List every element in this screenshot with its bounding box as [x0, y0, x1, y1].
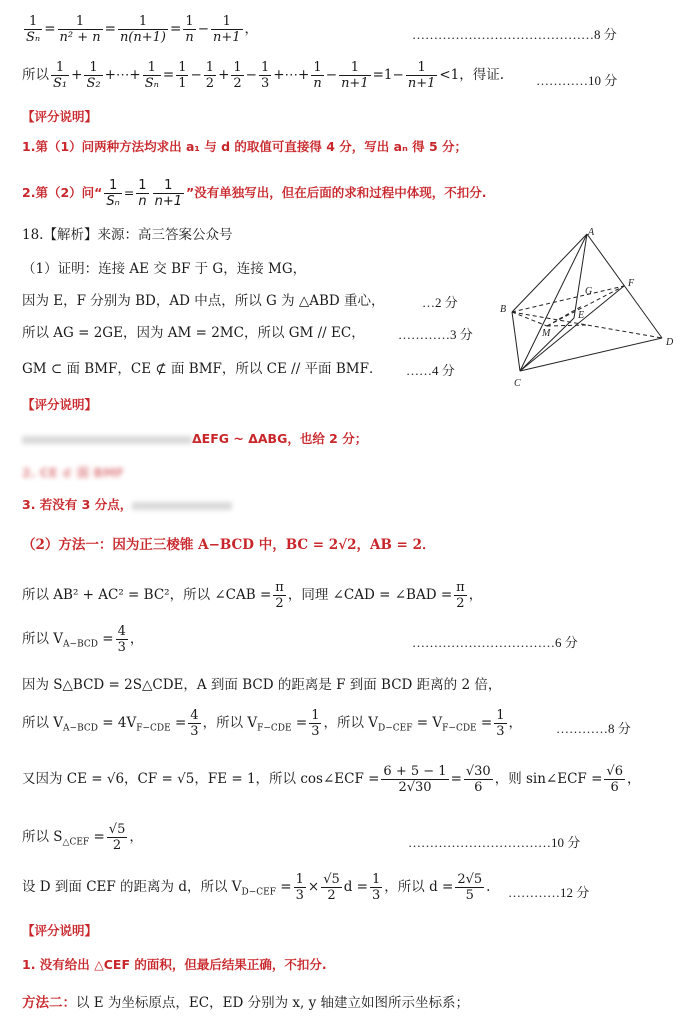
frac-note-2: $\frac{1}{n}$ — [138, 178, 147, 209]
frac-1-n: $\frac{1}{n}$ — [185, 14, 194, 45]
score-6: ……………………………6 分 — [412, 635, 578, 650]
label-m: M — [542, 328, 551, 339]
frac-note-1: $\frac{1}{\text{Sₙ}}$ — [106, 178, 120, 209]
frac-1-3c: $\frac{1}{3}$ — [496, 708, 505, 739]
frac-r5-2: $\frac{√5}{2}$ — [108, 822, 126, 853]
frac-1-3e: $\frac{1}{3}$ — [372, 872, 381, 903]
score-12: …………12 分 — [508, 885, 590, 900]
method1-line-6: 又因为 CE = √6，CF = √5，FE = 1，所以 cos∠ECF = $\frac{6 + 5 - 1}{2√30}$ = $\frac{√30}{6}$ ，则 sin∠ECF = $\frac{√6}{6}$ ， — [22, 764, 641, 795]
frac-r6-6: $\frac{√6}{6}$ — [606, 764, 623, 795]
grading-note-title-3: 【评分说明】 — [22, 923, 98, 938]
label-a: A — [588, 227, 595, 238]
frac-1-n-b: $\frac{1}{n}$ — [313, 60, 322, 91]
line-2: 所以 $\frac{1}{\text{S₁}}$ + $\frac{1}{\text{S₂}}$ +⋯+ $\frac{1}{\text{Sₙ}}$ = $\frac{1}{1}$ − $\frac{1}{2}$ + $\frac{1}{2}$ − $\frac{1}{3}$ +⋯+ $\frac{1}{n}$ − $\frac{1}{n+1}$ =1− $\frac{1}{n+1}$ <1，得证. — [22, 60, 505, 91]
score-2: …2 分 — [422, 295, 458, 310]
label-g: G — [585, 286, 593, 297]
proof-line-3: 所以 AG = 2GE，因为 AM = 2MC，所以 GM // EC， — [22, 325, 365, 341]
pyramid-figure — [484, 226, 684, 392]
frac-1-nn1: $\frac{1}{n(n+1)}$ — [119, 14, 166, 45]
frac-1-s2: $\frac{1}{\text{S₂}}$ — [86, 60, 101, 91]
grading-note-b2: 2. CE ⊄ 面 BMF — [22, 465, 125, 480]
score-8: ……………………………………8 分 — [412, 27, 617, 42]
frac-1-n1: $\frac{1}{n+1}$ — [213, 14, 241, 45]
grading-note-b1: ΔEFG ~ ΔABG，也给 2 分； — [22, 430, 367, 448]
score-4: ……4 分 — [406, 363, 455, 378]
label-d: D — [666, 337, 674, 348]
label-e: E — [578, 310, 585, 321]
proof-line-1: （1）证明：连接 AE 交 BF 于 G，连接 MG， — [22, 261, 307, 277]
frac-cos: $\frac{6 + 5 - 1}{2√30}$ — [383, 764, 447, 795]
frac-1-sn-b: $\frac{1}{\text{Sₙ}}$ — [144, 60, 159, 91]
frac-1-n1-c: $\frac{1}{n+1}$ — [407, 60, 436, 91]
line-1: $\frac{1}{\text{Sₙ}}$ = $\frac{1}{\text{n² + n}}$ = $\frac{1}{n(n+1)}$ = $\frac{1}{n}$ − $\frac{1}{n+1}$ ， — [26, 14, 259, 45]
score-8b: …………8 分 — [556, 721, 631, 736]
frac-2r5-5: $\frac{2√5}{5}$ — [457, 872, 483, 903]
frac-1-3b: $\frac{1}{3}$ — [311, 708, 320, 739]
frac-1-n2n: $\frac{1}{\text{n² + n}}$ — [59, 14, 101, 45]
grading-note-2: 2.第（2）问“ $\frac{1}{\text{Sₙ}}$ = $\frac{1}{n}$ $\frac{1}{n+1}$ ”没有单独写出，但在后面的求和过程中体现，不扣分. — [22, 178, 487, 209]
frac-4-3: $\frac{4}{3}$ — [117, 624, 126, 655]
method2-line: 方法二：以 E 为坐标原点，EC，ED 分别为 x, y 轴建立如图所示坐标系； — [22, 995, 469, 1011]
method1-line-7: 所以 $S_{\triangle CEF}$ = $\frac{√5}{2}$ ， — [22, 822, 143, 853]
method1-line-1: （2）方法一：因为正三棱锥 A−BCD 中，BC = 2√2，AB = 2． — [22, 537, 436, 553]
method1-line-5: 所以 $V_{A-BCD} = 4V_{F-CDE}$ = $\frac{4}{3}$ ，所以 $V_{F-CDE}$ = $\frac{1}{3}$ ，所以 $V_{D-CEF} = V_{F-CDE}$ = $\frac{1}{3}$ ， — [22, 708, 523, 739]
frac-4-3b: $\frac{4}{3}$ — [190, 708, 199, 739]
grading-note-b3: 3. 若没有 3 分点， — [22, 496, 232, 514]
frac-note-3: $\frac{1}{n+1}$ — [154, 178, 182, 209]
score-10a: …………10 分 — [536, 73, 618, 88]
proof-line-2: 因为 E，F 分别为 BD，AD 中点，所以 G 为 △ABD 重心， — [22, 293, 385, 309]
method1-line-8: 设 D 到面 CEF 的距离为 d，所以 $V_{D-CEF}$ = $\frac{1}{3}$ × $\frac{√5}{2}$ d = $\frac{1}{3}$ ，所以 d = $\frac{2√5}{5}$ . — [22, 872, 491, 903]
frac-1-1: $\frac{1}{1}$ — [178, 60, 187, 91]
frac-1-sn: $\frac{1}{\text{Sₙ}}$ — [26, 14, 41, 45]
grading-note-c1: 1. 没有给出 △CEF 的面积，但最后结果正确，不扣分. — [22, 957, 327, 972]
frac-1-2: $\frac{1}{2}$ — [205, 60, 215, 91]
q18-heading: 18.【解析】来源：高三答案公众号 — [22, 227, 233, 243]
label-c: C — [514, 378, 521, 389]
score-10b: ……………………………10 分 — [408, 835, 581, 850]
frac-pi-2: $\frac{\pi}{2}$ — [275, 580, 284, 611]
frac-r5-2b: $\frac{√5}{2}$ — [323, 872, 340, 903]
frac-1-2b: $\frac{1}{2}$ — [233, 60, 242, 91]
frac-1-3d: $\frac{1}{3}$ — [295, 872, 304, 903]
score-3: …………3 分 — [398, 327, 473, 342]
proof-line-4: GM ⊂ 面 BMF，CE ⊄ 面 BMF，所以 CE // 平面 BMF． — [22, 361, 383, 377]
method1-line-3: 所以 $V_{A-BCD}$ = $\frac{4}{3}$ ， — [22, 624, 144, 655]
label-b: B — [500, 304, 507, 315]
label-f: F — [628, 278, 635, 289]
grading-note-title-1: 【评分说明】 — [22, 109, 98, 124]
frac-1-3: $\frac{1}{3}$ — [260, 60, 270, 91]
grading-note-title-2: 【评分说明】 — [22, 397, 98, 412]
frac-r30-6: $\frac{√30}{6}$ — [465, 764, 491, 795]
frac-1-s1: $\frac{1}{\text{S₁}}$ — [53, 60, 68, 91]
method1-line-2: 所以 AB² + AC² = BC²，所以 ∠CAB = $\frac{\pi}{2}$ ，同理 ∠CAD = ∠BAD = $\frac{\pi}{2}$ ， — [22, 580, 483, 611]
method1-line-4: 因为 S△BCD = 2S△CDE，A 到面 BCD 的距离是 F 到面 BCD 距离的 2 倍， — [22, 677, 502, 693]
frac-1-n1-b: $\frac{1}{n+1}$ — [341, 60, 369, 91]
grading-note-1: 1.第（1）问两种方法均求出 a₁ 与 d 的取值可直接得 4 分，写出 aₙ 得 5 分； — [22, 139, 468, 154]
frac-pi-2b: $\frac{\pi}{2}$ — [456, 580, 465, 611]
